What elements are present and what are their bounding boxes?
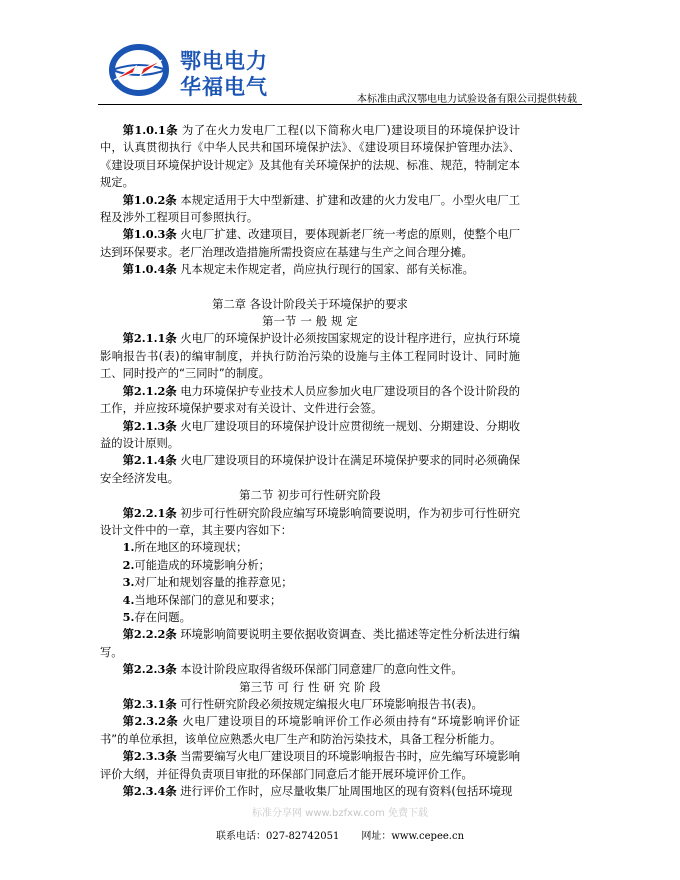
list-number: 1. — [122, 540, 135, 555]
list-text: 对厂址和规划容量的推荐意见； — [134, 576, 293, 590]
article-text: 火电厂建设项目的环境保护设计应贯彻统一规划、分期建设、分期收益的设计原则。 — [100, 419, 520, 450]
list-item — [100, 557, 520, 574]
chapter-title: 第二章 各设计阶段关于环境保护的要求 — [212, 297, 408, 311]
article-text: 初步可行性研究阶段应编写环境影响简要说明，作为初步可行性研究设计文件中的一章，其主要内容如下： — [100, 506, 520, 537]
list-text: 当地环保部门的意见和要求； — [134, 593, 282, 607]
article-2-3-2 — [100, 713, 520, 748]
article-text: 进行评价工作时，应尽量收集厂址周围地区的现有资料(包括环境现 — [176, 785, 513, 799]
list-number: 3. — [122, 575, 135, 590]
section-3-title: 第三节 可 行 性 研 究 阶 段 — [239, 680, 381, 694]
article-1-0-1 — [100, 122, 520, 192]
list-item — [100, 609, 520, 626]
article-text: 火电厂的环境保护设计必须按国家规定的设计程序进行，应执行环境影响报告书(表)的编审制度，并执行防治污染的设施与主体工程同时设计、同时施工、同时投产的“三同时”的制度。 — [100, 332, 520, 381]
article-2-2-2 — [100, 626, 520, 661]
list-item — [100, 539, 520, 556]
page-header — [0, 0, 680, 110]
article-text: 火电厂建设项目的环境影响评价工作必须由持有“环境影响评价证书”的单位承担，该单位应熟悉火电厂生产和防治污染技术，具备工程分析能力。 — [100, 715, 521, 746]
article-number: 第2.3.4条 — [122, 784, 177, 799]
article-text: 可行性研究阶段必须按规定编报火电厂环境影响报告书(表)。 — [176, 698, 483, 711]
contact-phone: 联系电话：027-82742051 — [215, 831, 340, 842]
page-footer — [0, 827, 680, 842]
list-text: 存在问题。 — [134, 610, 191, 624]
article-number: 第2.3.3条 — [122, 749, 177, 764]
article-number: 第2.1.4条 — [122, 453, 177, 468]
watermark: 标准分享网 www.bzfxw.com 免费下载 — [252, 808, 428, 819]
article-1-0-4 — [100, 261, 520, 278]
lightning-globe-icon — [106, 40, 172, 100]
section-1-title: 第一节 一 般 规 定 — [262, 315, 358, 329]
article-text: 本规定适用于大中型新建、扩建和改建的火力发电厂。小型火电厂工程及涉外工程项目可参照执行。 — [100, 193, 520, 225]
article-2-3-1 — [100, 696, 520, 713]
article-number: 第2.1.1条 — [122, 331, 177, 346]
article-number: 第1.0.3条 — [122, 227, 177, 242]
article-number: 第2.2.1条 — [122, 505, 177, 520]
list-number: 2. — [122, 557, 135, 572]
list-text: 所在地区的环境现状； — [134, 541, 248, 555]
article-1-0-2 — [100, 192, 520, 227]
list-text: 可能造成的环境影响分析； — [134, 558, 270, 572]
article-text: 当需要编写火电厂建设项目的环境影响报告书时，应先编写环境影响评价大纲，并征得负责项目审批的环保部门同意后才能开展环境评价工作。 — [100, 750, 520, 781]
article-text: 环境影响简要说明主要依据收资调查、类比描述等定性分析法进行编写。 — [100, 628, 520, 659]
article-text: 为了在火力发电厂工程(以下简称火电厂)建设项目的环境保护设计中，认真贯彻执行《中华人民共和国环境保护法》、《建设项目环境保护管理办法》、《建设项目环境保护设计规定》及其他有关环境保护的法规、标准、规范，特制定本规定。 — [100, 124, 520, 190]
list-number: 5. — [122, 609, 135, 624]
article-2-1-2 — [100, 383, 520, 418]
list-item — [100, 574, 520, 591]
article-2-3-4 — [100, 783, 520, 800]
article-2-1-4 — [100, 452, 520, 487]
article-text: 火电厂扩建、改建项目，要体现新老厂统一考虑的原则，使整个电厂达到环保要求。老厂治理改造措施所需投资应在基建与生产之间合理分摊。 — [100, 228, 520, 259]
header-divider — [98, 104, 582, 105]
article-number: 第1.0.2条 — [122, 192, 177, 207]
article-2-1-3 — [100, 418, 520, 453]
article-number: 第2.2.2条 — [122, 627, 177, 642]
logo-brand-line-1: 鄂电电力 — [180, 49, 268, 73]
article-number: 第2.1.3条 — [122, 418, 177, 433]
article-text: 电力环境保护专业技术人员应参加火电厂建设项目的各个设计阶段的工作，并应按环境保护要求对有关设计、文件进行会签。 — [100, 384, 520, 416]
list-number: 4. — [122, 592, 135, 607]
article-number: 第2.2.3条 — [122, 662, 177, 677]
website-url: 网址：www.cepee.cn — [361, 831, 465, 842]
section-2-title: 第二节 初步可行性研究阶段 — [239, 489, 381, 503]
article-number: 第2.3.2条 — [122, 714, 179, 729]
article-2-1-1 — [100, 330, 520, 382]
list-item — [100, 592, 520, 609]
article-text: 火电厂建设项目的环境保护设计在满足环境保护要求的同时必须确保安全经济发电。 — [100, 454, 520, 485]
article-2-2-3 — [100, 661, 520, 678]
article-number: 第2.1.2条 — [122, 383, 177, 398]
article-text: 凡本规定未作规定者，尚应执行现行的国家、部有关标准。 — [176, 263, 474, 277]
article-number: 第1.0.4条 — [122, 262, 177, 277]
article-number: 第1.0.1条 — [122, 123, 178, 137]
logo-brand-line-2: 华福电气 — [180, 75, 268, 99]
document-body — [100, 122, 520, 800]
company-logo — [106, 40, 276, 100]
article-2-2-1 — [100, 505, 520, 540]
article-1-0-3 — [100, 226, 520, 261]
article-text: 本设计阶段应取得省级环保部门同意建厂的意向性文件。 — [176, 663, 463, 677]
provider-note: 本标准由武汉鄂电电力试验设备有限公司提供转载 — [357, 94, 577, 105]
article-number: 第2.3.1条 — [122, 697, 177, 711]
article-2-3-3 — [100, 748, 520, 783]
